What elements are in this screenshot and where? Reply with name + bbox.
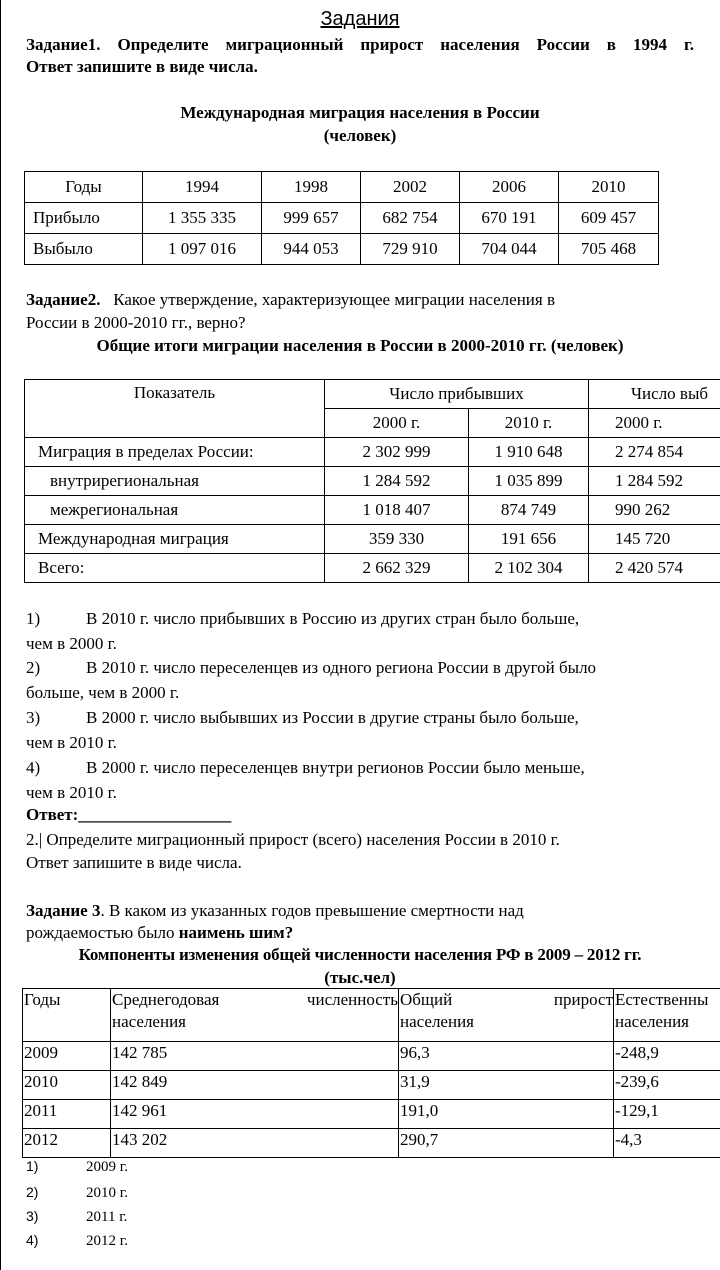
table-cell: 96,3: [399, 1042, 614, 1071]
task2-option-3: 3) В 2000 г. число выбывших из России в другие страны было больше,: [26, 708, 579, 727]
task3-option-3: 3) 2011 г.: [26, 1208, 128, 1225]
table-cell: 145 720: [589, 525, 720, 554]
table-cell: 31,9: [399, 1071, 614, 1100]
table-cell: 1 018 407: [325, 496, 469, 525]
table-cell: 1 910 648: [469, 438, 589, 467]
table-cell: 999 657: [262, 203, 361, 234]
table-cell: 670 191: [460, 203, 559, 234]
task2-subtask-line1: 2.| Определите миграционный прирост (всего) населения России в 2010 г.: [26, 830, 560, 849]
task2-subtask-line2: Ответ запишите в виде числа.: [26, 853, 242, 872]
page-title: Задания: [320, 8, 400, 30]
task3-option-4: 4) 2012 г.: [26, 1232, 128, 1249]
task2-question-line1: Какое утверждение, характеризующее миграции населения в: [113, 290, 556, 309]
task2-option-2: 2) В 2010 г. число переселенцев из одного региона России в другой было: [26, 658, 597, 677]
table-row: [23, 1042, 720, 1071]
table-row: [25, 467, 720, 496]
table-header-cell: Показатель: [25, 380, 325, 438]
table-cell: 142 961: [111, 1100, 399, 1129]
task3-question: Задание 3. В каком из указанных годов превышение смертности над: [26, 901, 524, 920]
table-cell: Прибыло: [25, 203, 143, 234]
table-row: [25, 496, 720, 525]
table-cell: 2011: [23, 1100, 111, 1129]
table-cell: 2009: [23, 1042, 111, 1071]
table-header-cell: 2010: [559, 172, 659, 203]
table-cell: Международная миграция: [25, 525, 325, 554]
table-cell: Миграция в пределах России:: [25, 438, 325, 467]
table-header-cell: 2002: [361, 172, 460, 203]
table-cell: 2 274 854: [589, 438, 720, 467]
task2-option-1-cont: чем в 2000 г.: [26, 634, 117, 653]
table-cell: 874 749: [469, 496, 589, 525]
table-row: [23, 1071, 720, 1100]
table-cell: 990 262: [589, 496, 720, 525]
table-header-row: [23, 989, 720, 1042]
table-header-cell: Годы: [23, 989, 111, 1042]
table-cell: 1 097 016: [143, 234, 262, 265]
table-cell: 2012: [23, 1129, 111, 1158]
task3-option-2: 2) 2010 г.: [26, 1184, 128, 1201]
table-cell: 143 202: [111, 1129, 399, 1158]
task2-option-4-cont: чем в 2010 г.: [26, 783, 117, 802]
table-cell: 359 330: [325, 525, 469, 554]
table-cell: 729 910: [361, 234, 460, 265]
table-cell: -239,6: [614, 1071, 720, 1100]
table-cell: 290,7: [399, 1129, 614, 1158]
task2-table: [24, 379, 720, 583]
task2-option-1: 1) В 2010 г. число прибывших в Россию из других стран было больше,: [26, 609, 580, 628]
table-header-row: [25, 172, 659, 203]
table-header-cell: 2000 г.: [589, 409, 720, 438]
table-cell: -129,1: [614, 1100, 720, 1129]
table-cell: 2 662 329: [325, 554, 469, 583]
table-cell: 1 284 592: [325, 467, 469, 496]
task3-option-1: 1) 2009 г.: [26, 1158, 128, 1175]
task1-table-title: Международная миграция населения в России: [180, 103, 540, 122]
table-header-cell: Число прибывших: [325, 380, 589, 409]
task1-heading: Задание1. Определите миграционный прирост населения России в 1994 г.: [26, 35, 694, 54]
task2-question-line2: России в 2000-2010 гг., верно?: [26, 313, 246, 332]
table-cell: Всего:: [25, 554, 325, 583]
table-cell: 142 785: [111, 1042, 399, 1071]
table-header-cell: 1998: [262, 172, 361, 203]
table-cell: 1 284 592: [589, 467, 720, 496]
table-header-row: [25, 380, 720, 409]
table-cell: 1 355 335: [143, 203, 262, 234]
table-cell: -248,9: [614, 1042, 720, 1071]
table-cell: Выбыло: [25, 234, 143, 265]
task3-table-subtitle: (тыс.чел): [324, 968, 396, 987]
table-cell: 2 102 304: [469, 554, 589, 583]
table-cell: 609 457: [559, 203, 659, 234]
task3-table-title: Компоненты изменения общей численности населения РФ в 2009 – 2012 гг.: [78, 945, 642, 964]
table-cell: 142 849: [111, 1071, 399, 1100]
table-header-cell: Число выб: [589, 380, 720, 409]
table-row: [25, 525, 720, 554]
table-row: [25, 234, 659, 265]
table-cell: 704 044: [460, 234, 559, 265]
table-cell: межрегиональная: [25, 496, 325, 525]
table-header-cell: Естественны населения: [614, 989, 720, 1042]
table-header-cell: 2010 г.: [469, 409, 589, 438]
left-border-line: [0, 0, 1, 1270]
table-header-cell: 1994: [143, 172, 262, 203]
table-header-cell: Годы: [25, 172, 143, 203]
table-cell: 191,0: [399, 1100, 614, 1129]
table-row: [23, 1129, 720, 1158]
task3-label: Задание 3: [26, 901, 101, 920]
task1-heading-line2: Ответ запишите в виде числа.: [26, 57, 258, 76]
task2-option-2-cont: больше, чем в 2000 г.: [26, 683, 180, 702]
task3-table: [22, 988, 720, 1158]
table-cell: 944 053: [262, 234, 361, 265]
table-row: [25, 438, 720, 467]
table-cell: 1 035 899: [469, 467, 589, 496]
task1-table: [24, 171, 659, 265]
table-header-cell: Среднегодовая численность населения: [111, 989, 399, 1042]
table-row: [25, 203, 659, 234]
table-header-cell: Общий прирост населения: [399, 989, 614, 1042]
table-row: [25, 554, 720, 583]
table-cell: 2 302 999: [325, 438, 469, 467]
task2-label: Задание2.: [26, 290, 101, 309]
task1-table-subtitle: (человек): [323, 126, 397, 145]
table-cell: -4,3: [614, 1129, 720, 1158]
table-cell: 682 754: [361, 203, 460, 234]
table-row: [23, 1100, 720, 1129]
table-header-cell: 2006: [460, 172, 559, 203]
answer-field: Ответ:__________________: [26, 805, 232, 824]
table-cell: 2 420 574: [589, 554, 720, 583]
task2-question: [26, 289, 716, 311]
table-header-cell: 2000 г.: [325, 409, 469, 438]
task2-option-4: 4) В 2000 г. число переселенцев внутри регионов России было меньше,: [26, 758, 585, 777]
task2-option-3-cont: чем в 2010 г.: [26, 733, 117, 752]
table-cell: внутрирегиональная: [25, 467, 325, 496]
task3-question-line2: рождаемостью было наимень шим?: [26, 923, 294, 942]
table-cell: 705 468: [559, 234, 659, 265]
task2-table-title: Общие итоги миграции населения в России в 2000-2010 гг. (человек): [96, 336, 624, 355]
table-cell: 191 656: [469, 525, 589, 554]
table-cell: 2010: [23, 1071, 111, 1100]
